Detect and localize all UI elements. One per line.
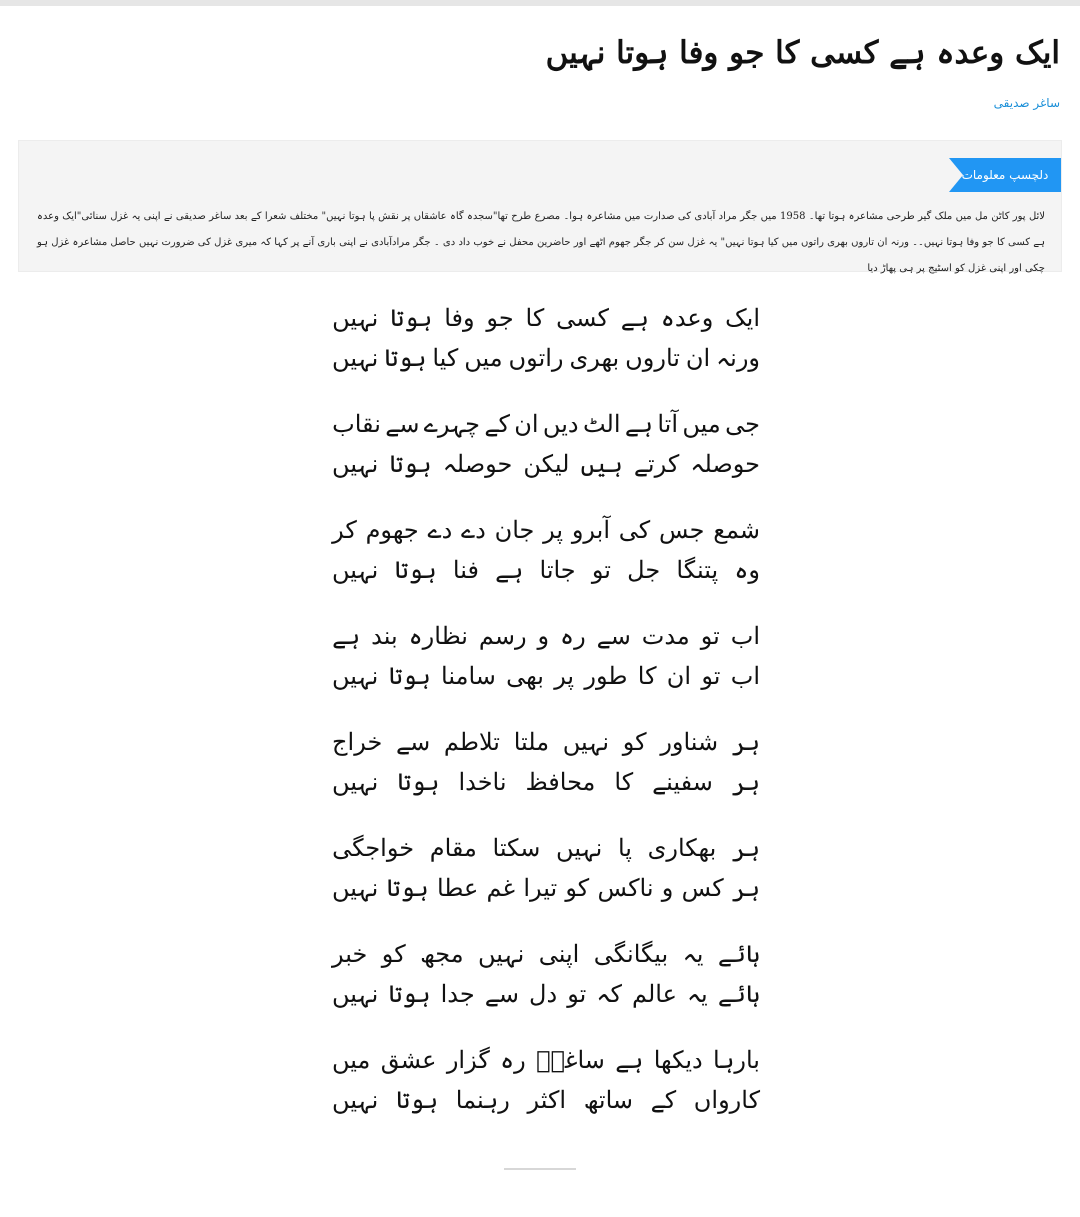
verse-word: کو	[565, 874, 590, 902]
verse-word: میں	[332, 1046, 371, 1074]
verse-line	[332, 934, 760, 974]
verse-word: ورنہ	[716, 344, 760, 372]
verse-word: دے	[427, 516, 453, 544]
info-box	[18, 140, 1062, 272]
couplet	[332, 510, 760, 590]
verse-word: ہے	[615, 1046, 644, 1074]
verse-word: کا	[525, 304, 545, 332]
verse-word: راتوں	[508, 344, 564, 372]
verse-word: تاروں	[625, 344, 680, 372]
verse-word: ہوتا	[388, 980, 431, 1008]
verse-word: نہیں	[332, 874, 379, 902]
verse-word: وفا	[444, 304, 475, 332]
verse-word: ملتا	[513, 728, 550, 756]
verse-word: نہیں	[332, 980, 379, 1008]
verse-word: کے	[484, 410, 510, 438]
verse-word: طور	[584, 662, 628, 690]
verse-word: رسم	[478, 622, 527, 650]
verse-line	[332, 656, 760, 696]
info-heading: دلچسپ معلومات	[961, 168, 1049, 182]
verse-word: میں	[682, 410, 721, 438]
verse-word: عشق	[380, 1046, 437, 1074]
verse-word: رہنما	[455, 1086, 510, 1114]
verse-word: دل	[529, 980, 558, 1008]
verse-line	[332, 444, 760, 484]
verse-line	[332, 338, 760, 378]
verse-word: محافظ	[525, 768, 596, 796]
verse-word: گزار	[446, 1046, 490, 1074]
verse-word: پا	[617, 834, 632, 862]
verse-word: دیکھا	[653, 1046, 703, 1074]
verse-word: ہے	[495, 556, 524, 584]
ghazal-text	[332, 298, 760, 1146]
info-heading-tag	[949, 158, 1061, 192]
verse-word: جس	[659, 516, 705, 544]
verse-word: دیں	[542, 410, 579, 438]
verse-word: نہیں	[332, 450, 379, 478]
verse-word: جھوم	[365, 516, 419, 544]
verse-word: بیگانگی	[593, 940, 669, 968]
verse-word: بھکاری	[647, 834, 717, 862]
verse-word: تو	[701, 662, 721, 690]
verse-word: سامنا	[441, 662, 496, 690]
verse-word: کس	[681, 874, 724, 902]
verse-line	[332, 298, 760, 338]
verse-word: اپنی	[538, 940, 580, 968]
verse-word: غم	[486, 874, 516, 902]
verse-word: بارہا	[713, 1046, 760, 1074]
verse-word: ساتھ	[583, 1086, 633, 1114]
verse-word: بھی	[506, 662, 544, 690]
verse-word: نہیں	[332, 304, 379, 332]
verse-word: حوصلہ	[690, 450, 760, 478]
verse-word: نہیں	[332, 662, 379, 690]
verse-word: ہوتا	[397, 768, 440, 796]
verse-word: وہ	[734, 556, 760, 584]
verse-word: یہ	[682, 940, 704, 968]
verse-line	[332, 868, 760, 908]
verse-word: میں	[464, 344, 503, 372]
verse-word: سے	[385, 410, 420, 438]
verse-word: کو	[622, 728, 647, 756]
verse-line	[332, 616, 760, 656]
verse-word: سے	[396, 728, 431, 756]
verse-word: نہیں	[332, 556, 379, 584]
verse-word: ناخدا	[458, 768, 507, 796]
verse-word: جاتا	[539, 556, 576, 584]
couplet	[332, 404, 760, 484]
verse-word: کی	[618, 516, 651, 544]
verse-word: اب	[730, 622, 760, 650]
verse-word: ہوتا	[388, 662, 431, 690]
verse-line	[332, 828, 760, 868]
verse-word: الٹ	[582, 410, 621, 438]
verse-line	[332, 722, 760, 762]
verse-word: جو	[486, 304, 514, 332]
verse-word: کو	[381, 940, 406, 968]
verse-line	[332, 1040, 760, 1080]
verse-word: تلاطم	[443, 728, 500, 756]
verse-word: ساغرؔ	[536, 1046, 605, 1074]
verse-word: ہوتا	[384, 344, 427, 372]
verse-word: مجھ	[420, 940, 464, 968]
verse-word: عالم	[631, 980, 677, 1008]
verse-word: تو	[700, 622, 720, 650]
verse-word: مقام	[429, 834, 477, 862]
verse-word: کر	[332, 516, 357, 544]
verse-word: تیرا	[523, 874, 558, 902]
verse-line	[332, 762, 760, 802]
verse-word: نہیں	[332, 344, 379, 372]
verse-word: اکثر	[527, 1086, 567, 1114]
verse-word: نہیں	[332, 768, 379, 796]
verse-word: عطا	[436, 874, 479, 902]
verse-word: پتنگا	[676, 556, 719, 584]
verse-word: ہر	[731, 834, 760, 862]
verse-word: رہ	[560, 622, 586, 650]
verse-line	[332, 974, 760, 1014]
verse-word: نظارہ	[408, 622, 468, 650]
verse-line	[332, 404, 760, 444]
verse-word: سفینے	[652, 768, 713, 796]
verse-word: پر	[554, 662, 575, 690]
verse-word: ہائے	[717, 980, 760, 1008]
verse-word: جان	[494, 516, 535, 544]
verse-word: اب	[730, 662, 760, 690]
verse-word: سکتا	[492, 834, 541, 862]
verse-word: ہر	[731, 874, 760, 902]
author-link[interactable]: ساغر صدیقی	[993, 96, 1060, 110]
verse-word: سے	[596, 622, 631, 650]
page-title: ایک وعدہ ہے کسی کا جو وفا ہوتا نہیں	[545, 35, 1060, 71]
verse-word: نہیں	[562, 728, 610, 756]
verse-word: بند	[371, 622, 398, 650]
verse-word: ہے	[620, 304, 649, 332]
verse-word: ہے	[332, 622, 361, 650]
verse-word: نہیں	[556, 834, 603, 862]
verse-word: آبرو	[571, 516, 611, 544]
verse-word: کا	[637, 662, 657, 690]
verse-word: مدت	[641, 622, 690, 650]
verse-word: و	[537, 622, 550, 650]
verse-word: کسی	[556, 304, 609, 332]
verse-word: ان	[685, 344, 711, 372]
divider	[504, 1168, 576, 1170]
verse-word: شناور	[660, 728, 719, 756]
verse-word: ان	[514, 410, 539, 438]
verse-word: بھری	[569, 344, 620, 372]
page-header	[20, 30, 1060, 111]
verse-word: ہوتا	[386, 874, 429, 902]
verse-word: و	[661, 874, 674, 902]
verse-line	[332, 510, 760, 550]
verse-word: ہوتا	[389, 450, 432, 478]
top-bar	[0, 0, 1080, 6]
verse-word: آتا	[657, 410, 679, 438]
verse-word: کارواں	[693, 1086, 760, 1114]
verse-word: پر	[543, 516, 564, 544]
verse-word: وعدہ	[660, 304, 714, 332]
verse-word: چہرے	[423, 410, 480, 438]
verse-word: لیکن	[523, 450, 570, 478]
verse-word: کے	[650, 1086, 677, 1114]
couplet	[332, 616, 760, 696]
verse-word: ہوتا	[390, 304, 433, 332]
verse-word: کہ	[596, 980, 622, 1008]
couplet	[332, 722, 760, 802]
couplet	[332, 828, 760, 908]
verse-word: خواجگی	[332, 834, 415, 862]
verse-word: حوصلہ	[442, 450, 513, 478]
verse-word: ہیں	[580, 450, 623, 478]
info-text: لائل پور کاٹن مل میں ملک گیر طرحی مشاعرہ ہوتا تھا۔ 1958 میں جگر مراد آبادی کی صدارت میں مشاعرہ ہوا۔ مصرع طرح تھا"سجدہ گاہ عاشقاں پر نقش پا ہوتا نہیں" مختلف شعرا کے بعد ساغر صدیقی نے اپنی یہ غزل سنائی"ایک وعدہ ہے کسی کا جو وفا ہوتا نہیں۔۔ ورنہ ان تاروں بھری راتوں میں کیا ہوتا نہیں" یہ غزل سن کر جگر جھوم اٹھے اور حاضرین محفل نے خوب داد دی ۔ جگر مرادآبادی نے اپنی باری آنے پر کہا کہ میری غزل کی ضرورت نہیں حاصل مشاعرہ غزل ہو چکی اور اپنی غزل کو اسٹیج پر ہی پھاڑ دیا	[37, 211, 1045, 274]
verse-word: شمع	[713, 516, 760, 544]
verse-word: تو	[591, 556, 611, 584]
couplet	[332, 934, 760, 1014]
verse-word: ناکس	[597, 874, 654, 902]
verse-word: جل	[627, 556, 661, 584]
verse-word: ہائے	[717, 940, 760, 968]
verse-word: سے	[484, 980, 519, 1008]
couplet	[332, 298, 760, 378]
verse-word: نہیں	[478, 940, 525, 968]
verse-word: کا	[614, 768, 634, 796]
verse-word: خبر	[332, 940, 368, 968]
verse-word: یہ	[686, 980, 708, 1008]
verse-word: نقاب	[332, 410, 381, 438]
verse-word: تو	[567, 980, 587, 1008]
verse-line	[332, 550, 760, 590]
couplet	[332, 1040, 760, 1120]
verse-line	[332, 1080, 760, 1120]
verse-word: نہیں	[332, 1086, 379, 1114]
verse-word: جدا	[440, 980, 475, 1008]
verse-word: ہے	[624, 410, 653, 438]
verse-word: فنا	[452, 556, 479, 584]
verse-word: ہوتا	[395, 1086, 439, 1114]
verse-word: ہر	[731, 768, 760, 796]
verse-word: دے	[461, 516, 486, 544]
verse-word: کرتے	[633, 450, 680, 478]
verse-word: رہ	[500, 1046, 526, 1074]
verse-word: جی	[725, 410, 760, 438]
verse-word: خراج	[332, 728, 383, 756]
verse-word: ایک	[725, 304, 760, 332]
verse-word: کیا	[432, 344, 459, 372]
verse-word: ہر	[731, 728, 760, 756]
verse-word: ان	[666, 662, 692, 690]
verse-word: ہوتا	[394, 556, 437, 584]
